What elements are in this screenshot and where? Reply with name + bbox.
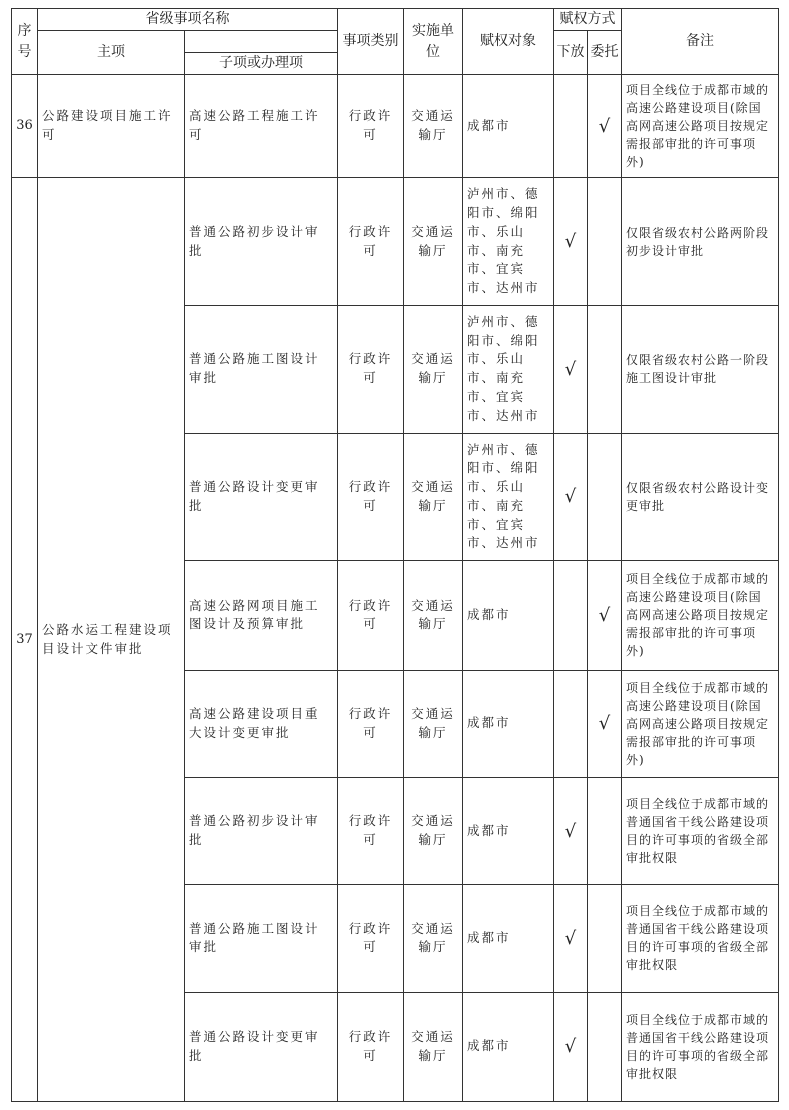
row-unit: 交通运输厅: [404, 670, 463, 777]
row-entrust-mark: √: [588, 561, 622, 670]
row-delegate-mark: [554, 75, 588, 178]
row-sub-item: 普通公路设计变更审批: [185, 433, 338, 561]
row-note: 仅限省级农村公路设计变更审批: [622, 433, 779, 561]
row-delegate-mark: √: [554, 777, 588, 884]
row-note: 项目全线位于成都市域的高速公路建设项目(除国高网高速公路项目按规定需报部审批的许可事项外): [622, 561, 779, 670]
row-entrust-mark: [588, 433, 622, 561]
row-note: 项目全线位于成都市域的普通国省干线公路建设项目的许可事项的省级全部审批权限: [622, 992, 779, 1101]
row-target: 成都市: [463, 670, 554, 777]
row-sub-item: 普通公路初步设计审批: [185, 777, 338, 884]
row-target: 泸州市、德阳市、绵阳市、乐山市、南充市、宜宾市、达州市: [463, 305, 554, 433]
row-main-item: 公路水运工程建设项目设计文件审批: [38, 178, 185, 1102]
row-category: 行政许可: [338, 178, 404, 306]
row-target: 成都市: [463, 885, 554, 992]
row-unit: 交通运输厅: [404, 305, 463, 433]
row-entrust-mark: √: [588, 75, 622, 178]
header-grant-method: 赋权方式: [554, 9, 622, 31]
row-entrust-mark: [588, 885, 622, 992]
row-main-item: 公路建设项目施工许可: [38, 75, 185, 178]
row-entrust-mark: [588, 777, 622, 884]
row-delegate-mark: √: [554, 433, 588, 561]
row-target: 泸州市、德阳市、绵阳市、乐山市、南充市、宜宾市、达州市: [463, 433, 554, 561]
row-sub-item: 高速公路工程施工许可: [185, 75, 338, 178]
row-delegate-mark: [554, 670, 588, 777]
row-delegate-mark: √: [554, 885, 588, 992]
row-unit: 交通运输厅: [404, 992, 463, 1101]
header-grant-target: 赋权对象: [463, 9, 554, 75]
row-category: 行政许可: [338, 992, 404, 1101]
row-sub-item: 高速公路建设项目重大设计变更审批: [185, 670, 338, 777]
row-target: 成都市: [463, 992, 554, 1101]
table-body: [12, 75, 779, 1102]
row-target: 成都市: [463, 777, 554, 884]
row-unit: 交通运输厅: [404, 178, 463, 306]
row-target: 泸州市、德阳市、绵阳市、乐山市、南充市、宜宾市、达州市: [463, 178, 554, 306]
row-note: 项目全线位于成都市域的高速公路建设项目(除国高网高速公路项目按规定需报部审批的许可事项外): [622, 670, 779, 777]
header-remarks: 备注: [622, 9, 779, 75]
row-note: 项目全线位于成都市域的普通国省干线公路建设项目的许可事项的省级全部审批权限: [622, 777, 779, 884]
row-entrust-mark: √: [588, 670, 622, 777]
row-category: 行政许可: [338, 885, 404, 992]
row-sub-item: 普通公路初步设计审批: [185, 178, 338, 306]
row-unit: 交通运输厅: [404, 433, 463, 561]
header-provincial-item-name: 省级事项名称: [38, 9, 338, 31]
header-implementing-unit: 实施单位: [404, 9, 463, 75]
row-note: 仅限省级农村公路两阶段初步设计审批: [622, 178, 779, 306]
row-seq: 37: [12, 178, 38, 1102]
row-delegate-mark: √: [554, 178, 588, 306]
row-category: 行政许可: [338, 433, 404, 561]
row-category: 行政许可: [338, 561, 404, 670]
row-delegate-mark: [554, 561, 588, 670]
row-sub-item: 普通公路施工图设计审批: [185, 305, 338, 433]
row-delegate-mark: √: [554, 992, 588, 1101]
header-sub-item: 子项或办理项: [185, 53, 338, 75]
row-category: 行政许可: [338, 777, 404, 884]
row-category: 行政许可: [338, 75, 404, 178]
row-delegate-mark: √: [554, 305, 588, 433]
header-delegate-down: 下放: [554, 31, 588, 75]
row-target: 成都市: [463, 75, 554, 178]
row-target: 成都市: [463, 561, 554, 670]
header-entrust: 委托: [588, 31, 622, 75]
row-sub-item: 高速公路网项目施工图设计及预算审批: [185, 561, 338, 670]
row-note: 项目全线位于成都市域的高速公路建设项目(除国高网高速公路项目按规定需报部审批的许可事项外): [622, 75, 779, 178]
delegation-table: [11, 8, 779, 1102]
header-sub-spacer: [185, 31, 338, 53]
table-header: [12, 9, 779, 75]
row-entrust-mark: [588, 178, 622, 306]
header-seq: 序号: [12, 9, 38, 75]
row-note: 项目全线位于成都市域的普通国省干线公路建设项目的许可事项的省级全部审批权限: [622, 885, 779, 992]
row-entrust-mark: [588, 992, 622, 1101]
row-category: 行政许可: [338, 305, 404, 433]
row-entrust-mark: [588, 305, 622, 433]
header-category: 事项类别: [338, 9, 404, 75]
row-unit: 交通运输厅: [404, 885, 463, 992]
table-row: [12, 178, 779, 306]
row-unit: 交通运输厅: [404, 561, 463, 670]
row-sub-item: 普通公路设计变更审批: [185, 992, 338, 1101]
row-seq: 36: [12, 75, 38, 178]
row-note: 仅限省级农村公路一阶段施工图设计审批: [622, 305, 779, 433]
row-category: 行政许可: [338, 670, 404, 777]
row-sub-item: 普通公路施工图设计审批: [185, 885, 338, 992]
row-unit: 交通运输厅: [404, 777, 463, 884]
header-main-item: 主项: [38, 31, 185, 75]
table-row: [12, 75, 779, 178]
row-unit: 交通运输厅: [404, 75, 463, 178]
